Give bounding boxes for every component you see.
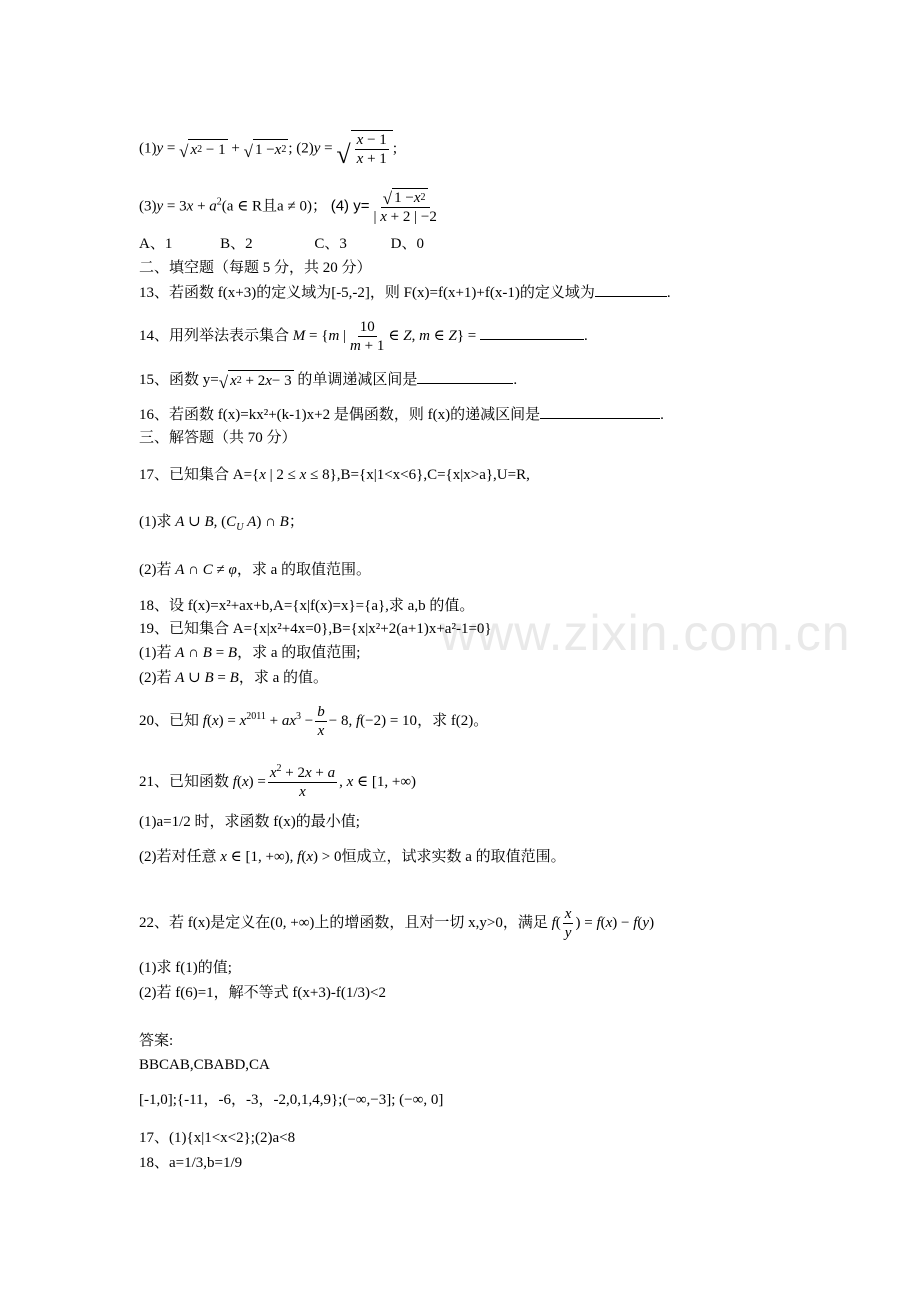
q12-part4: (4) y= — [330, 197, 370, 215]
q12-part1: (1) — [139, 140, 157, 157]
q12-part3: (3) — [139, 198, 157, 215]
q13: 13、若函数 f(x+3)的定义域为[-5,-2]，则 F(x)=f(x+1)+f(x-1)的定义域为 . — [139, 285, 671, 301]
answer-title: 答案: — [139, 1033, 174, 1049]
q12-line2: $(3)y = 3x + a^2(a$ ∈ R且a ≠ 0)； (4) y= √ 1 − x 2 | x + 2 | −2 — [139, 189, 437, 226]
answer-18: 18、a=1/3,b=1/9 — [139, 1155, 243, 1171]
q12-options — [139, 234, 424, 254]
q14: 14、用列举法表示集合 M = {m | $\frac{10}{m + 1}$ ∈ Z, m ∈ Z} = . — [139, 319, 588, 354]
answer-choices: BBCAB,CBABD,CA — [139, 1057, 270, 1073]
q15: 15、函数 y= √ x 2 + 2 x − 3 的单调递减区间是 . — [139, 372, 518, 393]
answer-fill-math: (−∞,−3]; (−∞, 0] — [342, 1092, 444, 1108]
option-d: D、0 — [390, 236, 424, 252]
q17-2-text-a: (2)若 — [139, 562, 172, 578]
q17-text-b: ,B={x|1<x<6},C={x|x>a},U=R, — [336, 467, 530, 483]
q18: 18、设 f(x)=x²+ax+b,A={x|f(x)=x}={a},求 a,b 的值。 — [139, 598, 475, 614]
q17-text-a: 17、已知集合 A= — [139, 467, 253, 483]
q15-text: 15、函数 y= — [139, 372, 219, 388]
q14-text: 14、用列举法表示集合 — [139, 327, 290, 344]
q21: 21、已知函数 f(x) = $\frac{x^2 + 2x + a}{x}$ , x ∈ [1, +∞) — [139, 763, 417, 800]
q22-part2: (2)若 f(6)=1，解不等式 f(x+3)-f(1/3)<2 — [139, 985, 386, 1001]
section-fill-in: 二、填空题（每题 5 分，共 20 分） — [139, 260, 372, 276]
answer-17: 17、(1){x|1<x<2};(2)a<8 — [139, 1130, 296, 1146]
q22-text-b: 上的增函数，且对一切 x,y>0，满足 — [314, 914, 548, 931]
q21-text-a: 21、已知函数 — [139, 773, 230, 790]
q16-text: 16、若函数 f(x)=kx²+(k-1)x+2 是偶函数，则 f(x)的递减区间是 — [139, 407, 541, 423]
q21-part2: (2)若对任意 x ∈ [1, +∞), f(x) > 0恒成立，试求实数 a 的取值范围。 — [139, 849, 566, 865]
q12-line1: (1)y = √ x 2 − 1 + √ 1 − x 2 ; (2)y = √ $\frac{x - 1}{x + 1}$ ; — [139, 132, 397, 169]
q17-2-text-b: ，求 a 的取值范围。 — [236, 562, 371, 578]
q13-text: 13、若函数 f(x+3)的定义域为[-5,-2]，则 F(x)=f(x+1)+f(x-1)的定义域为 — [139, 285, 595, 301]
q12-part2: (2) — [296, 140, 314, 157]
q19-2-text-b: ，求 a 的值。 — [238, 670, 328, 686]
answer-fill — [139, 1090, 443, 1110]
q19: 19、已知集合 A={x|x²+4x=0},B={x|x²+2(a+1)x+a²-1=0} — [139, 621, 492, 637]
q19-1-text-a: (1)若 — [139, 645, 172, 661]
q17-1-text: (1)求 — [139, 514, 172, 530]
q17-part2: (2)若 A ∩ C ≠ φ，求 a 的取值范围。 — [139, 562, 371, 578]
q21-2-text-b: 恒成立，试求实数 a 的取值范围。 — [341, 849, 566, 865]
q17-part1: (1)求 A ∪ B, ($C_U$ A) ∩ B； — [139, 514, 304, 533]
q19-2-text-a: (2)若 — [139, 670, 172, 686]
q17: 17、已知集合 A={x | 2 ≤ x ≤ 8},B={x|1<x<6},C={x|x>a},U=R, — [139, 467, 530, 483]
option-a: A、1 — [139, 236, 173, 252]
section-solve: 三、解答题（共 70 分） — [139, 430, 297, 446]
q21-2-text-a: (2)若对任意 — [139, 849, 217, 865]
option-b: B、2 — [220, 236, 253, 252]
q15-text-post: 的单调递减区间是 — [297, 372, 418, 388]
q19-part1: (1)若 A ∩ B = B，求 a 的取值范围; — [139, 645, 361, 661]
q22-text-a: 22、若 f(x)是定义在 — [139, 914, 271, 931]
q19-1-text-b: ，求 a 的取值范围; — [237, 645, 361, 661]
q20: 20、已知 $f(x) = x^{2011} + ax^3$ − $\frac{b}{x}$ − 8, f(−2) = 10，求 f(2)。 — [139, 704, 489, 739]
q22-part1: (1)求 f(1)的值; — [139, 960, 232, 976]
answer-fill-text: [-1,0];{-11，-6，-3，-2,0,1,4,9}; — [139, 1092, 343, 1108]
q22: 22、若 f(x)是定义在(0, +∞)上的增函数，且对一切 x,y>0，满足 f( $\frac{x}{y}$ ) = f(x) − f(y) — [139, 906, 655, 941]
q20-text-a: 20、已知 — [139, 712, 200, 729]
q20-text-b: ，求 f(2)。 — [417, 712, 489, 729]
option-c: C、3 — [314, 236, 347, 252]
watermark: www.zixin.com.cn — [440, 605, 851, 661]
q16: 16、若函数 f(x)=kx²+(k-1)x+2 是偶函数，则 f(x)的递减区间是 . — [139, 407, 664, 423]
q21-part1: (1)a=1/2 时，求函数 f(x)的最小值; — [139, 814, 360, 830]
q19-part2: (2)若 A ∪ B = B，求 a 的值。 — [139, 670, 328, 686]
q12-cond: a ∈ R且a ≠ 0 — [226, 198, 307, 215]
